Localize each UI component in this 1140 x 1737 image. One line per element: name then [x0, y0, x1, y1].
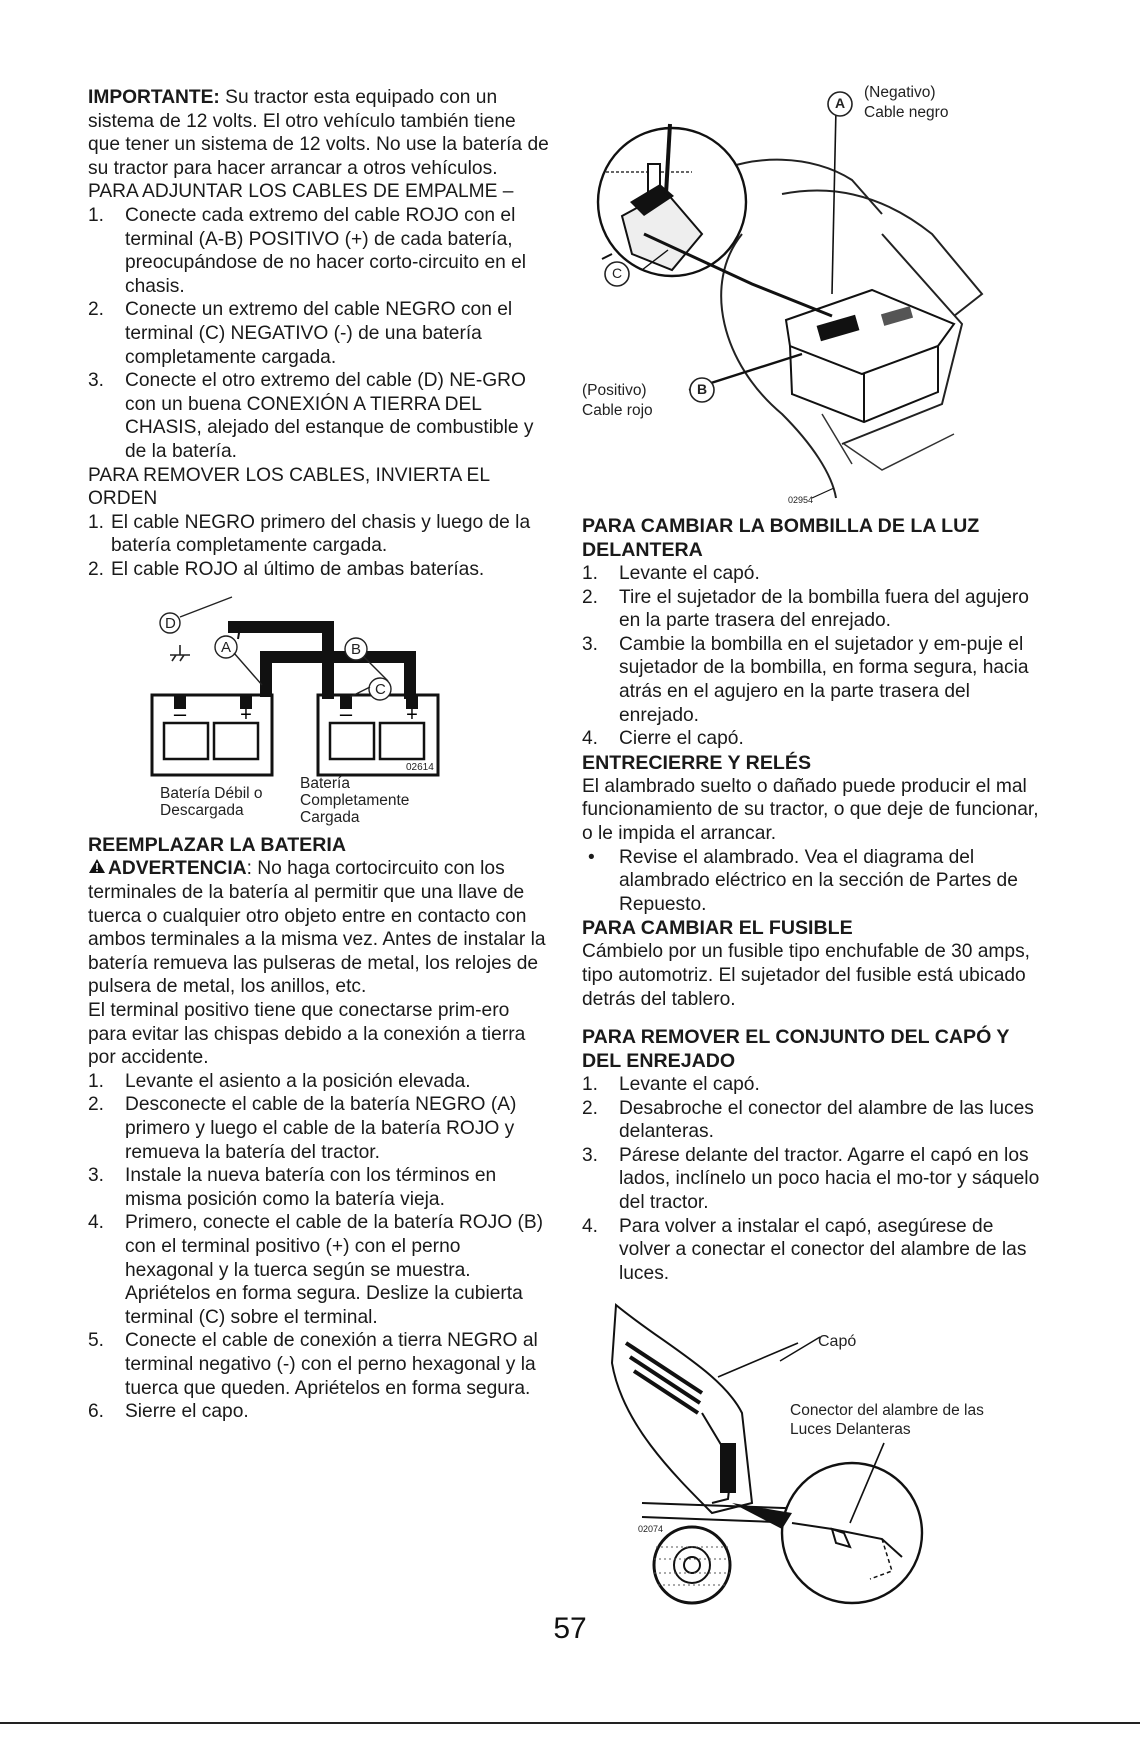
list-item: 1. Levante el capó. [582, 563, 760, 584]
list-item: 2. Desabroche el conector del alambre de las luces delanteras. [582, 1097, 1034, 1143]
list-item: 4. Cierre el capó. [582, 728, 744, 750]
list-item: 2. Desconecte el cable de la batería NEGRO (A) primero y luego el cable de la batería ROJO y remueva la batería del tractor. [88, 1094, 517, 1163]
list-item: 4. Para volver a instalar el capó, asegúrese de volver a conectar el conector del alambre de las luces. [582, 1215, 1027, 1284]
figure-code: 02954 [788, 495, 814, 505]
figure-code: 02614 [406, 762, 434, 774]
hood-drawing [582, 1303, 1044, 1605]
hood-label: Capó [818, 1333, 857, 1351]
weak-battery-label: Batería Débil o Descargada [160, 785, 263, 820]
list-item: 1. Conecte cada extremo del cable ROJO con el terminal (A-B) POSITIVO (+) de cada batería, preocupándose de no hacer corto-circuito en el chasis. [88, 204, 527, 297]
wiring-bullets [582, 846, 1044, 917]
warning-paragraph [88, 857, 550, 999]
label-b: B [351, 641, 362, 659]
replace-battery-heading: REEMPLAZAR LA BATERIA [88, 834, 346, 857]
connector-label: Conector del alambre de las Luces Delanteras [790, 1402, 984, 1439]
fuse-text: Cámbielo por un fusible tipo enchufable de 30 amps, tipo automotriz. El sujetador del fusible está ubicado detrás del tablero. [582, 941, 1030, 1010]
fuse-heading: PARA CAMBIAR EL FUSIBLE [582, 917, 853, 940]
list-item: 6. Sierre el capo. [88, 1401, 249, 1423]
list-item: 1. El cable NEGRO primero del chasis y luego de la batería completamente cargada. [88, 511, 531, 557]
battery-figure [582, 84, 1044, 512]
warning-icon [88, 857, 108, 881]
list-item: 3. Cambie la bombilla en el sujetador y em-puje el sujetador de la bombilla, en forma segura, hacia atrás en el agujero en la parte trasera del enrejado. [582, 633, 1029, 726]
list-item: 3. Párese delante del tractor. Agarre el capó en los lados, inclínelo un poco hacia el mo-tor y sáquelo del tractor. [582, 1144, 1040, 1214]
list-item: 3. Conecte el otro extremo del cable (D) NE-GRO con un buena CONEXIÓN A TIERRA DEL CHASIS, alejado del estanque de combustible y de la batería. [88, 370, 534, 462]
svg-text:+: + [406, 704, 418, 727]
list-item: 1. Levante el capó. [582, 1074, 760, 1096]
replace-steps [88, 1070, 550, 1424]
jump-start-figure [88, 589, 550, 827]
svg-text:–: – [339, 701, 353, 727]
importante-text: Su tractor esta equipado con un sistema de 12 volts. El otro vehículo también tiene que tener un sistema de 12 volts. No use la batería de su tractor para hacer arrancar a otros vehículos. [88, 87, 549, 179]
label-d: D [165, 615, 176, 633]
label-c: C [612, 265, 623, 281]
list-item: 2. El cable ROJO al último de ambas baterías. [88, 558, 485, 580]
importante-label: IMPORTANTE: [88, 87, 220, 108]
remove-heading: PARA REMOVER LOS CABLES, INVIERTA EL ORDEN [88, 464, 490, 510]
warning-text: : No haga cortocircuito con los terminales de la batería al permitir que una llave de tuerca o cualquier otro objeto entre en contacto con ambos terminales a la misma vez. Antes de instalar la batería remueva las pulseras de metal, los relojes de pulsera de metal, los anillos, etc. [88, 858, 546, 998]
red-cable-label: Cable rojo [582, 402, 653, 419]
full-battery-label: Batería Completamente Cargada [300, 775, 410, 827]
battery-compartment-drawing [582, 84, 1044, 512]
divider [0, 1722, 1140, 1724]
label-b: B [697, 381, 708, 397]
bulb-heading: PARA CAMBIAR LA BOMBILLA DE LA LUZ DELANTERA [582, 515, 980, 561]
list-item: 3. Instale la nueva batería con los términos en misma posición como la batería vieja. [88, 1165, 497, 1210]
hood-steps [582, 1073, 1044, 1285]
negative-label: (Negativo) [864, 84, 936, 101]
figure-code: 02074 [638, 1524, 664, 1535]
warning-label: ADVERTENCIA [108, 858, 247, 880]
attach-heading: PARA ADJUNTAR LOS CABLES DE EMPALME – [88, 181, 514, 203]
hood-figure [582, 1303, 1044, 1605]
positive-note: El terminal positivo tiene que conectarse prim-ero para evitar las chispas debido a la conexión a tierra por accidente. [88, 1000, 526, 1069]
label-a: A [835, 95, 846, 111]
list-item: 2. Conecte un extremo del cable NEGRO con el terminal (C) NEGATIVO (-) de una batería completamente cargada. [88, 299, 513, 368]
black-cable-label: Cable negro [864, 104, 949, 121]
left-column [88, 86, 550, 1424]
label-c: C [375, 681, 386, 699]
page-number: 57 [553, 1612, 587, 1645]
list-item: 4. Primero, conecte el cable de la batería ROJO (B) con el terminal positivo (+) con el perno hexagonal y la tuerca según se muestra. Apriételos en forma segura. Deslize la cubierta terminal (C) sobre el terminal. [88, 1212, 544, 1328]
list-item: 1. Levante el asiento a la posición elevada. [88, 1070, 471, 1092]
bulb-steps [582, 562, 1044, 751]
wiring-text: El alambrado suelto o dañado puede producir el mal funcionamiento de su tractor, o que deje de funcionar, o le impida el arrancar. [582, 775, 1039, 844]
wiring-heading: ENTRECIERRE Y RELÉS [582, 751, 812, 774]
attach-steps [88, 204, 550, 464]
list-item: • Revise el alambrado. Vea el diagrama del alambrado eléctrico en la sección de Partes de Repuesto. [588, 846, 1018, 915]
svg-text:+: + [240, 704, 252, 727]
list-item: 2. Tire el sujetador de la bombilla fuera del agujero en la parte trasera del enrejado. [582, 586, 1029, 632]
remove-steps [88, 511, 550, 582]
list-item: 5. Conecte el cable de conexión a tierra NEGRO al terminal negativo (-) con el perno hexagonal y la tuerca que queden. Apriételos en forma segura. [88, 1330, 538, 1399]
importante-paragraph [88, 86, 550, 180]
svg-text:–: – [173, 701, 187, 727]
right-column [582, 86, 1044, 1605]
label-a: A [221, 639, 232, 657]
hood-heading: PARA REMOVER EL CONJUNTO DEL CAPÓ Y DEL ENREJADO [582, 1026, 1010, 1073]
positive-label: (Positivo) [582, 382, 647, 399]
